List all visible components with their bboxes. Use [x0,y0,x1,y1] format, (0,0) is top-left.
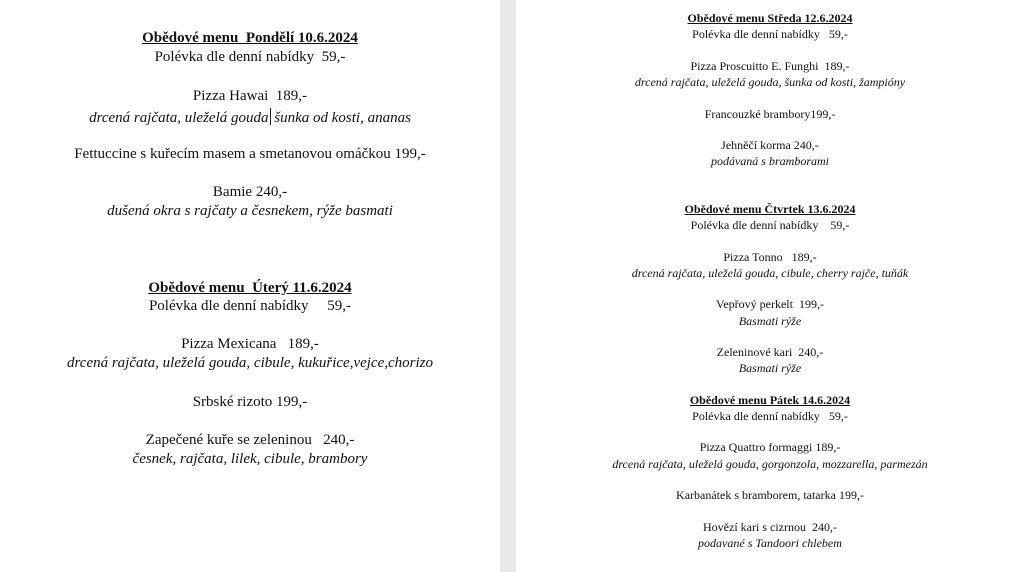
menu-heading: Obědové menu Úterý 11.6.2024 [148,280,352,296]
dish-item: Fettuccine s kuřecím masem a smetanovou omáčkou 199,- [74,146,426,162]
dish-description-part: drcená rajčata, uleželá gouda [89,110,269,126]
dish-item: Zeleninové kari 240,- [716,345,824,359]
dish-item: Pizza Proscuitto E. Funghi 189,- [690,59,850,73]
dish-description: podavané s Tandoori chlebem [698,536,842,550]
dish-item: Vepřový perkelt 199,- [716,297,824,311]
dish-description: drcená rajčata, uleželá gouda, šunka od kosti, žampióny [634,75,906,89]
dish-description-part: šunka od kosti, ananas [270,110,411,126]
dish-description: dušená okra s rajčaty a česnekem, rýže basmati [107,203,393,219]
dish-description: Basmati rýže [738,361,802,375]
dish-description: drcená rajčata, uleželá gouda, cibule, kukuřice,vejce,chorizo [67,355,433,371]
soup-item: Polévka dle denní nabídky 59,- [690,218,850,232]
dish-description: drcená rajčata, uleželá gouda, cibule, cherry rajče, tuňák [631,266,909,280]
soup-item: Polévka dle denní nabídky 59,- [154,49,346,65]
dish-description: drcená rajčata, uleželá gouda, gorgonzola, mozzarella, parmezán [612,457,928,471]
menu-heading: Obědové menu Pátek 14.6.2024 [689,393,851,407]
menu-heading: Obědové menu Pondělí 10.6.2024 [142,30,358,46]
dish-description [0,108,500,126]
dish-item: Bamie 240,- [212,184,288,200]
soup-item: Polévka dle denní nabídky 59,- [148,298,352,314]
document-page-right [516,0,1024,572]
dish-item: Pizza Mexicana 189,- [181,336,319,352]
dish-item: Srbské rizoto 199,- [192,394,308,410]
menu-heading: Obědové menu Čtvrtek 13.6.2024 [684,202,856,216]
menu-heading: Obědové menu Středa 12.6.2024 [687,11,853,25]
soup-item: Polévka dle denní nabídky 59,- [692,27,848,41]
dish-item: Hovězí kari s cizrnou 240,- [703,520,837,534]
dish-item: Karbanátek s bramborem, tatarka 199,- [676,488,864,502]
soup-item: Polévka dle denní nabídky 59,- [692,409,848,423]
dish-description: česnek, rajčata, lilek, cibule, brambory [132,451,368,467]
dish-item: Pizza Hawai 189,- [192,88,308,104]
dish-item: Jehněčí korma 240,- [721,138,819,152]
dish-item: Pizza Quattro formaggi 189,- [699,440,841,454]
dish-item: Zapečené kuře se zeleninou 240,- [145,432,355,448]
dish-item: Pizza Tonno 189,- [723,250,817,264]
dish-description: Basmati rýže [738,314,802,328]
document-page-left [0,0,500,572]
dish-item: Francouzké brambory199,- [704,107,836,121]
dish-description: podávaná s bramborami [710,154,829,168]
